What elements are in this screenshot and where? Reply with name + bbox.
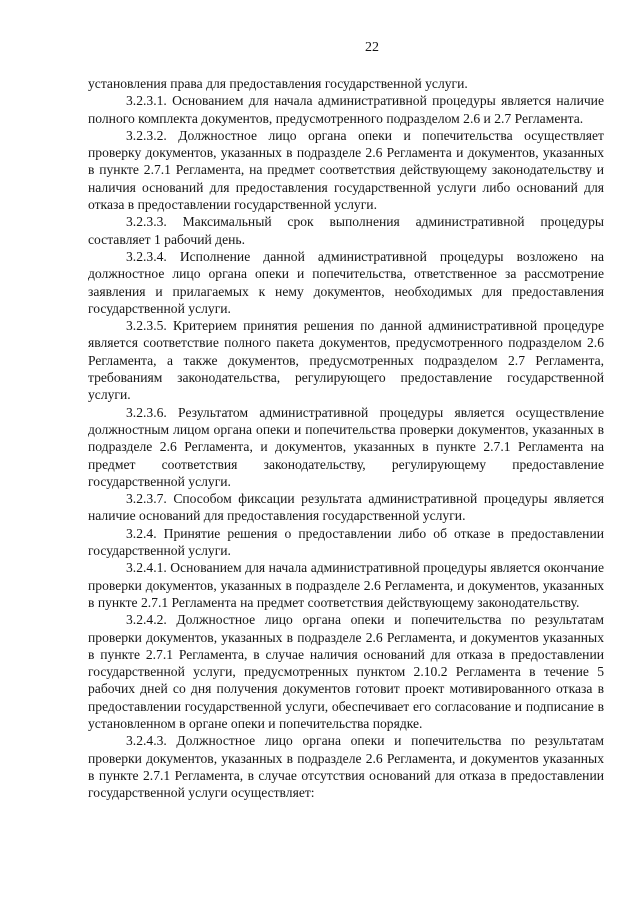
paragraph-3-2-4: 3.2.4. Принятие решения о предоставлении либо об отказе в предоставлении государственной услуги. — [88, 525, 604, 559]
paragraph-3-2-3-2: 3.2.3.2. Должностное лицо органа опеки и попечительства осуществляет проверку документов, указанных в подразделе 2.6 Регламента и документов, указанных в пункте 2.7.1 Регламента, на предмет соответствия действующему законодательству и наличия оснований для предоставления государственной услуги либо оснований для отказа в предоставлении государственной услуги. — [88, 127, 604, 213]
paragraph-3-2-3-6: 3.2.3.6. Результатом административной процедуры является осуществление должностным лицом органа опеки и попечительства проверки документов, указанных в подразделе 2.6 Регламента, и документов, указанных в пункте 2.7.1 Регламента на предмет соответствия законодательству, регулирующему предоставление государственной услуги. — [88, 404, 604, 489]
paragraph-3-2-3-3: 3.2.3.3. Максимальный срок выполнения административной процедуры составляет 1 рабочий день. — [88, 214, 604, 247]
paragraph-3-2-3-5: 3.2.3.5. Критерием принятия решения по данной административной процедуре является соответствие полного пакета документов, предусмотренного подразделом 2.6 Регламента, а также документов, предусмотренных подразделом 2.7 Регламента, требованиям законодательства, регулирующего предоставление государственной услуги. — [88, 318, 604, 403]
paragraph-continuation: установления права для предоставления государственной услуги. — [88, 76, 468, 91]
paragraph-3-2-4-3: 3.2.4.3. Должностное лицо органа опеки и попечительства по результатам проверки документов, указанных в подразделе 2.6 Регламента, и документов указанных в пункте 2.7.1 Регламента, в случае отсутствия оснований для отказа в предоставлении государственной услуги осуществляет: — [88, 733, 604, 801]
paragraph-3-2-3-1: 3.2.3.1. Основанием для начала административной процедуры является наличие полного комплекта документов, предусмотренного подразделом 2.6 и 2.7 Регламента. — [88, 93, 604, 126]
paragraph-3-2-4-2: 3.2.4.2. Должностное лицо органа опеки и попечительства по результатам проверки документов, указанных в подразделе 2.6 Регламента, и документов указанных в пункте 2.7.1 Регламента, в случае наличия оснований для отказа в предоставлении государственной услуги, предусмотренных пунктом 2.10.2 Регламента в течение 5 рабочих дней со дня получения документов готовит проект мотивированного отказа в предоставлении государственной услуги, обеспечивает его согласование и подписание в установленном в органе опеки и попечительства порядке. — [88, 612, 604, 731]
paragraph-3-2-3-7: 3.2.3.7. Способом фиксации результата административной процедуры является наличие оснований для предоставления государственной услуги. — [88, 491, 604, 524]
paragraph-3-2-3-4: 3.2.3.4. Исполнение данной административной процедуры возложено на должностное лицо органа опеки и попечительства, ответственное за рассмотрение заявления и прилагаемых к нему документов, необходимых для предоставления государственной услуги. — [88, 248, 604, 316]
paragraph-3-2-4-1: 3.2.4.1. Основанием для начала административной процедуры является окончание проверки документов, указанных в подразделе 2.6 Регламента, и документов, указанных в пункте 2.7.1 Регламента на предмет соответствия действующему законодательству. — [88, 560, 604, 610]
page-number: 22 — [365, 40, 379, 55]
